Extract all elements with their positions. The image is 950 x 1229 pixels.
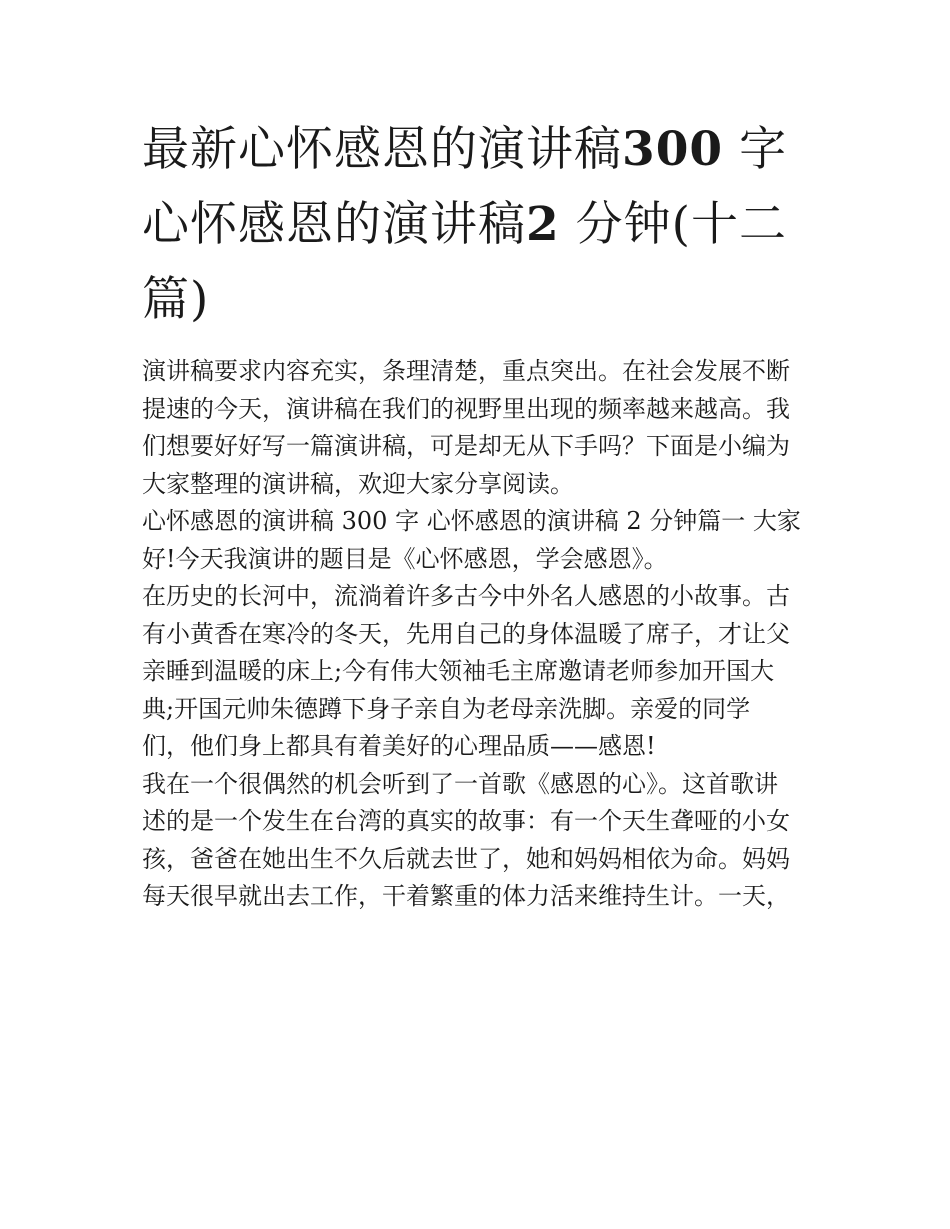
body-line: 大家整理的演讲稿，欢迎大家分享阅读。 bbox=[142, 469, 574, 498]
body-line: 亲睡到温暖的床上;今有伟大领袖毛主席邀请老师参加开国大 bbox=[142, 657, 775, 685]
title-line-2: 心怀感恩的演讲稿2 分钟(十二 bbox=[142, 197, 787, 252]
body-line: 每天很早就出去工作，干着繁重的体力活来维持生计。一天， bbox=[142, 882, 790, 910]
title-line-1: 最新心怀感恩的演讲稿300 字 bbox=[142, 122, 788, 177]
body-line: 们想要好好写一篇演讲稿，可是却无从下手吗？下面是小编为 bbox=[142, 432, 790, 460]
body-line: 有小黄香在寒冷的冬天，先用自己的身体温暖了席子，才让父 bbox=[142, 619, 790, 648]
body-line: 孩，爸爸在她出生不久后就去世了，她和妈妈相依为命。妈妈 bbox=[142, 844, 790, 873]
document-page bbox=[142, 112, 814, 916]
body-line: 在历史的长河中，流淌着许多古今中外名人感恩的小故事。古 bbox=[142, 582, 790, 610]
title-line-3: 篇) bbox=[142, 272, 210, 327]
body-line: 好!今天我演讲的题目是《心怀感恩，学会感恩》。 bbox=[142, 544, 668, 573]
body-line: 提速的今天，演讲稿在我们的视野里出现的频率越来越高。我 bbox=[142, 394, 790, 423]
document-title bbox=[142, 112, 814, 337]
body-line: 述的是一个发生在台湾的真实的故事：有一个天生聋哑的小女 bbox=[142, 807, 790, 835]
body-line: 们，他们身上都具有着美好的心理品质——感恩! bbox=[142, 732, 656, 760]
body-line: 典;开国元帅朱德蹲下身子亲自为老母亲洗脚。亲爱的同学 bbox=[142, 694, 751, 723]
body-line: 我在一个很偶然的机会听到了一首歌《感恩的心》。这首歌讲 bbox=[142, 769, 778, 798]
document-body bbox=[142, 353, 814, 916]
body-line: 演讲稿要求内容充实，条理清楚，重点突出。在社会发展不断 bbox=[142, 357, 790, 385]
body-line: 心怀感恩的演讲稿 300 字 心怀感恩的演讲稿 2 分钟篇一 大家 bbox=[142, 507, 801, 535]
